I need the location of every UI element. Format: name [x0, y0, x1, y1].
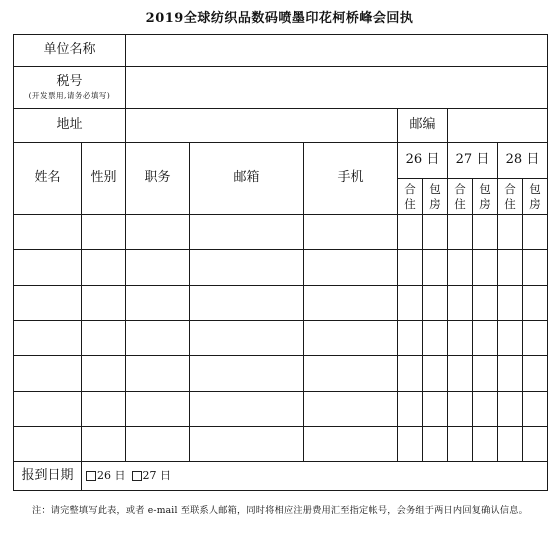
attendee-cell[interactable] [125, 249, 189, 285]
sub-header-bottom: 房 [429, 196, 441, 211]
attendee-cell[interactable] [81, 249, 125, 285]
page-title: 2019全球纺织品数码喷墨印花柯桥峰会回执 [145, 11, 414, 26]
attendee-cell[interactable] [189, 355, 303, 391]
attendee-cell[interactable] [472, 426, 497, 461]
attendee-cell[interactable] [303, 391, 397, 426]
attendee-cell[interactable] [522, 426, 547, 461]
registration-option-label: 27 日 [142, 468, 171, 482]
column-header-email: 邮箱 [189, 142, 303, 214]
attendee-cell[interactable] [447, 355, 472, 391]
attendee-cell[interactable] [497, 355, 522, 391]
attendee-cell[interactable] [497, 320, 522, 355]
attendee-cell[interactable] [189, 320, 303, 355]
single-room-header [472, 178, 497, 214]
receipt-form-table [13, 34, 548, 491]
postcode-field[interactable] [447, 108, 547, 142]
checkbox-icon[interactable] [132, 471, 142, 481]
attendee-cell[interactable] [189, 426, 303, 461]
attendee-cell[interactable] [397, 320, 422, 355]
attendee-cell[interactable] [81, 320, 125, 355]
sub-header-top: 合 [454, 181, 466, 196]
sub-header-bottom: 房 [529, 196, 541, 211]
attendee-cell[interactable] [13, 355, 81, 391]
shared-room-header [497, 178, 522, 214]
attendee-cell[interactable] [522, 285, 547, 320]
sub-header-top: 包 [529, 181, 541, 196]
attendee-cell[interactable] [125, 214, 189, 249]
attendee-cell[interactable] [472, 355, 497, 391]
attendee-cell[interactable] [422, 320, 447, 355]
day-header-2: 27 日 [447, 142, 497, 178]
postcode-label: 邮编 [397, 108, 447, 142]
attendee-cell[interactable] [13, 320, 81, 355]
attendee-cell[interactable] [522, 214, 547, 249]
attendee-cell[interactable] [397, 285, 422, 320]
column-header-gender: 性别 [81, 142, 125, 214]
registration-option-label: 26 日 [97, 468, 126, 482]
sub-header-top: 合 [504, 181, 516, 196]
attendee-cell[interactable] [447, 249, 472, 285]
attendee-cell[interactable] [522, 355, 547, 391]
registration-date-label: 报到日期 [13, 461, 81, 490]
registration-option-2[interactable] [132, 470, 172, 482]
tax-id-field[interactable] [125, 66, 547, 108]
attendee-cell[interactable] [13, 214, 81, 249]
attendee-cell[interactable] [447, 391, 472, 426]
attendee-cell[interactable] [303, 214, 397, 249]
sub-header-bottom: 住 [504, 196, 516, 211]
column-header-name: 姓名 [13, 142, 81, 214]
sub-header-top: 包 [479, 181, 491, 196]
attendee-cell[interactable] [125, 285, 189, 320]
attendee-cell[interactable] [422, 214, 447, 249]
shared-room-header [447, 178, 472, 214]
tax-id-hint: (开发票用,请务必填写) [28, 91, 111, 101]
sub-header-bottom: 房 [479, 196, 491, 211]
attendee-cell[interactable] [81, 285, 125, 320]
attendee-cell[interactable] [422, 355, 447, 391]
attendee-cell[interactable] [189, 285, 303, 320]
attendee-cell[interactable] [497, 214, 522, 249]
single-room-header [422, 178, 447, 214]
attendee-cell[interactable] [422, 285, 447, 320]
attendee-cell[interactable] [125, 320, 189, 355]
attendee-cell[interactable] [522, 320, 547, 355]
address-label: 地址 [13, 108, 125, 142]
attendee-cell[interactable] [497, 426, 522, 461]
tax-id-label-text: 税号 [56, 73, 83, 89]
attendee-cell[interactable] [472, 391, 497, 426]
attendee-cell[interactable] [447, 285, 472, 320]
attendee-cell[interactable] [522, 249, 547, 285]
attendee-cell[interactable] [497, 391, 522, 426]
attendee-cell[interactable] [81, 214, 125, 249]
day-header-1: 26 日 [397, 142, 447, 178]
day-header-3: 28 日 [497, 142, 547, 178]
sub-header-top: 包 [429, 181, 441, 196]
attendee-cell[interactable] [472, 249, 497, 285]
attendee-cell[interactable] [189, 214, 303, 249]
attendee-cell[interactable] [472, 214, 497, 249]
attendee-cell[interactable] [303, 355, 397, 391]
attendee-cell[interactable] [522, 391, 547, 426]
attendee-cell[interactable] [447, 214, 472, 249]
attendee-cell[interactable] [447, 426, 472, 461]
registration-date-options [81, 461, 547, 490]
shared-room-header [397, 178, 422, 214]
attendee-cell[interactable] [497, 249, 522, 285]
attendee-cell[interactable] [125, 426, 189, 461]
attendee-cell[interactable] [472, 285, 497, 320]
attendee-cell[interactable] [422, 391, 447, 426]
tax-id-label [13, 66, 125, 108]
attendee-cell[interactable] [81, 391, 125, 426]
checkbox-icon[interactable] [86, 471, 96, 481]
attendee-cell[interactable] [13, 285, 81, 320]
sub-header-bottom: 住 [454, 196, 466, 211]
footnote: 注：请完整填写此表，或者 e-mail 至联系人邮箱，同时将相应注册费用汇至指定帐号，会务组于两日内回复确认信息。 [32, 505, 529, 516]
attendee-cell[interactable] [189, 391, 303, 426]
attendee-cell[interactable] [472, 320, 497, 355]
company-name-label: 单位名称 [13, 34, 125, 66]
address-field[interactable] [125, 108, 397, 142]
attendee-cell[interactable] [125, 355, 189, 391]
sub-header-bottom: 住 [404, 196, 416, 211]
attendee-cell[interactable] [397, 426, 422, 461]
attendee-cell[interactable] [397, 214, 422, 249]
attendee-cell[interactable] [397, 249, 422, 285]
attendee-cell[interactable] [189, 249, 303, 285]
attendee-cell[interactable] [303, 426, 397, 461]
attendee-cell[interactable] [397, 355, 422, 391]
company-name-field[interactable] [125, 34, 547, 66]
attendee-cell[interactable] [303, 285, 397, 320]
sub-header-top: 合 [404, 181, 416, 196]
attendee-cell[interactable] [397, 391, 422, 426]
attendee-cell[interactable] [303, 249, 397, 285]
attendee-cell[interactable] [81, 426, 125, 461]
column-header-position: 职务 [125, 142, 189, 214]
attendee-cell[interactable] [13, 391, 81, 426]
attendee-cell[interactable] [422, 249, 447, 285]
registration-option-1[interactable] [86, 470, 126, 482]
attendee-cell[interactable] [13, 249, 81, 285]
attendee-cell[interactable] [422, 426, 447, 461]
attendee-cell[interactable] [497, 285, 522, 320]
column-header-phone: 手机 [303, 142, 397, 214]
attendee-cell[interactable] [81, 355, 125, 391]
attendee-cell[interactable] [303, 320, 397, 355]
single-room-header [522, 178, 547, 214]
attendee-cell[interactable] [13, 426, 81, 461]
attendee-cell[interactable] [125, 391, 189, 426]
attendee-cell[interactable] [447, 320, 472, 355]
